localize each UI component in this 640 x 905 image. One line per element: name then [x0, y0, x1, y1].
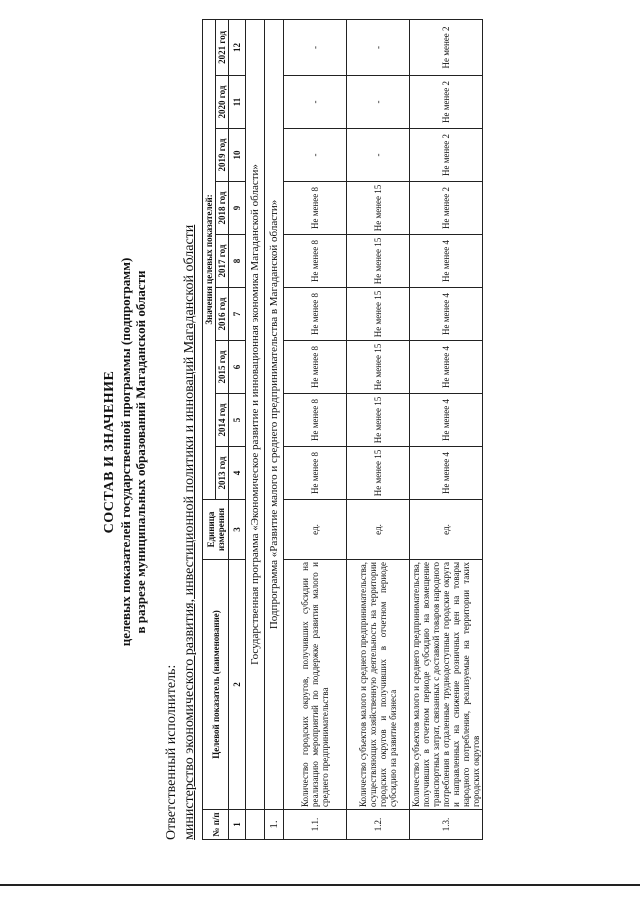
row-value: Не менее 8 — [284, 447, 347, 500]
document-sheet — [14, 12, 624, 892]
row-num: 1.1. — [284, 810, 347, 840]
header-year: 2016 год — [216, 288, 229, 341]
row-value: - — [284, 129, 347, 182]
header-year: 2013 год — [216, 447, 229, 500]
header-values: Значения целевых показателей: — [203, 19, 216, 499]
indicators-table — [202, 19, 483, 840]
subprogram-title: Подпрограмма «Развитие малого и среднего предпринимательства в Магаданской области» — [265, 19, 284, 809]
row-name: Количество городских округов, получивших субсидии на реализацию мероприятий по поддержке развития малого и среднего предпринимательства — [284, 560, 347, 810]
column-number: 7 — [229, 288, 246, 341]
subprogram-num: 1. — [265, 810, 284, 840]
program-row — [246, 19, 265, 839]
column-number: 12 — [229, 19, 246, 75]
empty-cell — [246, 810, 265, 840]
doc-title: СОСТАВ И ЗНАЧЕНИЕ — [102, 370, 117, 534]
row-value: Не менее 15 — [347, 447, 410, 500]
row-value: Не менее 2 — [410, 129, 483, 182]
column-number: 2 — [229, 560, 246, 810]
column-number: 5 — [229, 394, 246, 447]
row-value: Не менее 8 — [284, 341, 347, 394]
table-row — [284, 19, 347, 839]
row-value: - — [347, 19, 410, 75]
row-value: Не менее 4 — [410, 288, 483, 341]
responsible-label: Ответственный исполнитель: — [164, 664, 179, 840]
doc-subtitle-1: целевых показателей государственной программы (подпрограмм) — [118, 257, 133, 647]
header-unit: Единица измерения — [203, 500, 229, 560]
column-number: 9 — [229, 182, 246, 235]
header-name: Целевой показатель (наименование) — [203, 560, 229, 810]
row-num: 1.2. — [347, 810, 410, 840]
row-value: Не менее 15 — [347, 182, 410, 235]
row-value: Не менее 4 — [410, 447, 483, 500]
row-value: Не менее 15 — [347, 394, 410, 447]
row-value: Не менее 15 — [347, 235, 410, 288]
row-value: Не менее 4 — [410, 235, 483, 288]
program-title: Государственная программа «Экономическое развитие и инновационная экономика Магаданской области» — [246, 19, 265, 809]
doc-subtitle-2: в разрезе муниципальных образований Магаданской области — [133, 270, 148, 634]
column-number: 1 — [229, 810, 246, 840]
column-numbers-row — [229, 19, 246, 839]
row-value: Не менее 4 — [410, 394, 483, 447]
row-value: Не менее 8 — [284, 182, 347, 235]
row-value: Не менее 2 — [410, 182, 483, 235]
row-value: Не менее 8 — [284, 288, 347, 341]
responsible-value: министерство экономического развития, инвестиционной политики и инноваций Магаданской области — [182, 224, 197, 840]
header-year: 2014 год — [216, 394, 229, 447]
column-number: 3 — [229, 500, 246, 560]
column-number: 11 — [229, 76, 246, 129]
header-year: 2019 год — [216, 129, 229, 182]
row-value: Не менее 8 — [284, 394, 347, 447]
header-year: 2017 год — [216, 235, 229, 288]
row-num: 1.3. — [410, 810, 483, 840]
row-value: - — [284, 76, 347, 129]
row-value: Не менее 4 — [410, 341, 483, 394]
page-bottom-rule — [0, 884, 640, 886]
row-unit: ед. — [410, 500, 483, 560]
row-name: Количество субъектов малого и среднего предпринимательства, осуществляющих хозяйственную деятельность на территории городских округов и получивших в отчетном периоде субсидию на развитие бизнеса — [347, 560, 410, 810]
header-num: № п/п — [203, 810, 229, 840]
column-number: 8 — [229, 235, 246, 288]
row-value: Не менее 15 — [347, 288, 410, 341]
header-year: 2015 год — [216, 341, 229, 394]
row-name: Количество субъектов малого и среднего предпринимательства, получивших в отчетном периоде субсидию на возмещение транспортных затрат, связанных с доставкой товаров народного потребления в отдаленные труднодоступные городские округа и направленных на снижение розничных цен на товары народного потребления, реализуемые на территории таких городских округов — [410, 560, 483, 810]
row-value: Не менее 2 — [410, 19, 483, 75]
row-value: - — [347, 76, 410, 129]
row-value: Не менее 8 — [284, 235, 347, 288]
column-number: 6 — [229, 341, 246, 394]
row-value: Не менее 2 — [410, 76, 483, 129]
column-number: 4 — [229, 447, 246, 500]
row-value: Не менее 15 — [347, 341, 410, 394]
row-value: - — [284, 19, 347, 75]
table-row — [347, 19, 410, 839]
table-row — [410, 19, 483, 839]
header-year: 2020 год — [216, 76, 229, 129]
row-unit: ед. — [347, 500, 410, 560]
header-year: 2018 год — [216, 182, 229, 235]
subprogram-row — [265, 19, 284, 839]
header-year: 2021 год — [216, 19, 229, 75]
row-value: - — [347, 129, 410, 182]
row-unit: ед. — [284, 500, 347, 560]
column-number: 10 — [229, 129, 246, 182]
